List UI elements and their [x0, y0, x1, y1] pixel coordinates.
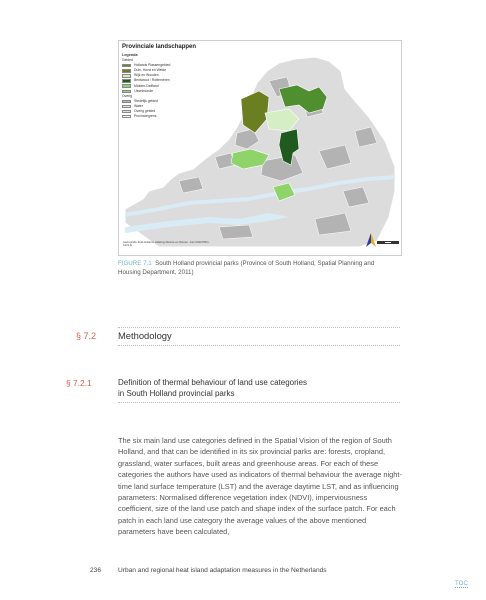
scale-bar-segment: [392, 241, 399, 244]
running-title: Urban and regional heat island adaptation measures in the Netherlands: [118, 567, 327, 574]
legend-list-gebied: [122, 63, 180, 94]
legend-item: [122, 114, 180, 119]
figure-label: FIGURE 7.1: [118, 260, 152, 267]
map-source-note: Cartografie Zuid-Holland, afdeling Ruimte en Wonen. Juni 2010 PRO-1421-E: [123, 240, 210, 248]
map-legend: [122, 53, 180, 119]
legend-group-overig: Overig: [122, 93, 132, 98]
legend-label: Water: [134, 103, 143, 108]
legend-group-gebied: Gebied: [122, 58, 133, 63]
legend-swatch: [122, 110, 131, 113]
legend-label: Wijk en Wouden: [134, 73, 159, 78]
legend-label: Overig gebied: [134, 109, 156, 114]
subsection-title-line: Definition of thermal behaviour of land use categories: [118, 378, 307, 387]
body-paragraph: The six main land use categories defined in the Spatial Vision of the region of South Holland, and that can be identified in its six provincial parks are: forests, cropland, grassland, water surfaces, built areas and greenhouse areas. For each of these categories the authors have used as indicators of thermal behaviour the average night-time land surface temperature (LST) and the average daytime LST, and as influencing parameters: Normalised difference vegetation index (NDVI), imperviousness coefficient, size of the land use patch and shape index of the surface patch. For each patch in each land use category the average values of the above mentioned parameters have been calculated,: [118, 436, 402, 537]
legend-list-overig: [122, 99, 180, 119]
legend-label: Provinciegrens: [134, 114, 157, 119]
north-arrow-icon: [366, 233, 376, 247]
legend-label: Hollands Plassengebied: [134, 63, 171, 68]
legend-swatch: [122, 100, 131, 103]
page-number: 236: [90, 567, 102, 574]
legend-swatch: [122, 115, 131, 118]
legend-swatch: [122, 84, 131, 87]
legend-label: Duin, Horst en Weide: [134, 68, 167, 73]
scale-bar-segment: [377, 241, 384, 244]
legend-swatch: [122, 105, 131, 108]
subsection-title-line: in South Holland provincial parks: [118, 389, 235, 398]
subsection-title: [118, 377, 307, 399]
section-rule-bottom: [118, 345, 400, 346]
province-map-figure: [118, 40, 402, 256]
legend-heading: Legenda: [122, 53, 138, 57]
toc-link[interactable]: TOC: [455, 580, 468, 587]
section-title: Methodology: [118, 330, 172, 341]
scale-bar-segment: [384, 241, 393, 244]
map-title: Provinciale landschappen: [122, 44, 197, 50]
legend-label: IJsselmonde: [134, 88, 154, 93]
section-number: § 7.2: [76, 331, 97, 341]
section-rule-top: [118, 327, 400, 328]
legend-label: Stedelijk gebied: [134, 98, 158, 103]
legend-swatch: [122, 69, 131, 72]
figure-caption: [118, 259, 398, 277]
legend-swatch: [122, 64, 131, 67]
legend-swatch: [122, 79, 131, 82]
subsection-rule: [118, 402, 400, 403]
scale-bar: [377, 241, 399, 244]
figure-caption-text: South Holland provincial parks (Province of South Holland, Spatial Planning and Housing Department, 2011): [118, 260, 375, 276]
legend-swatch: [122, 74, 131, 77]
legend-label: Midden-Delfland: [134, 83, 159, 88]
urban-area: [219, 225, 253, 239]
subsection-number: § 7.2.1: [66, 378, 92, 388]
legend-swatch: [122, 90, 131, 93]
legend-label: Bentwoud / Rottemeren: [134, 78, 170, 83]
